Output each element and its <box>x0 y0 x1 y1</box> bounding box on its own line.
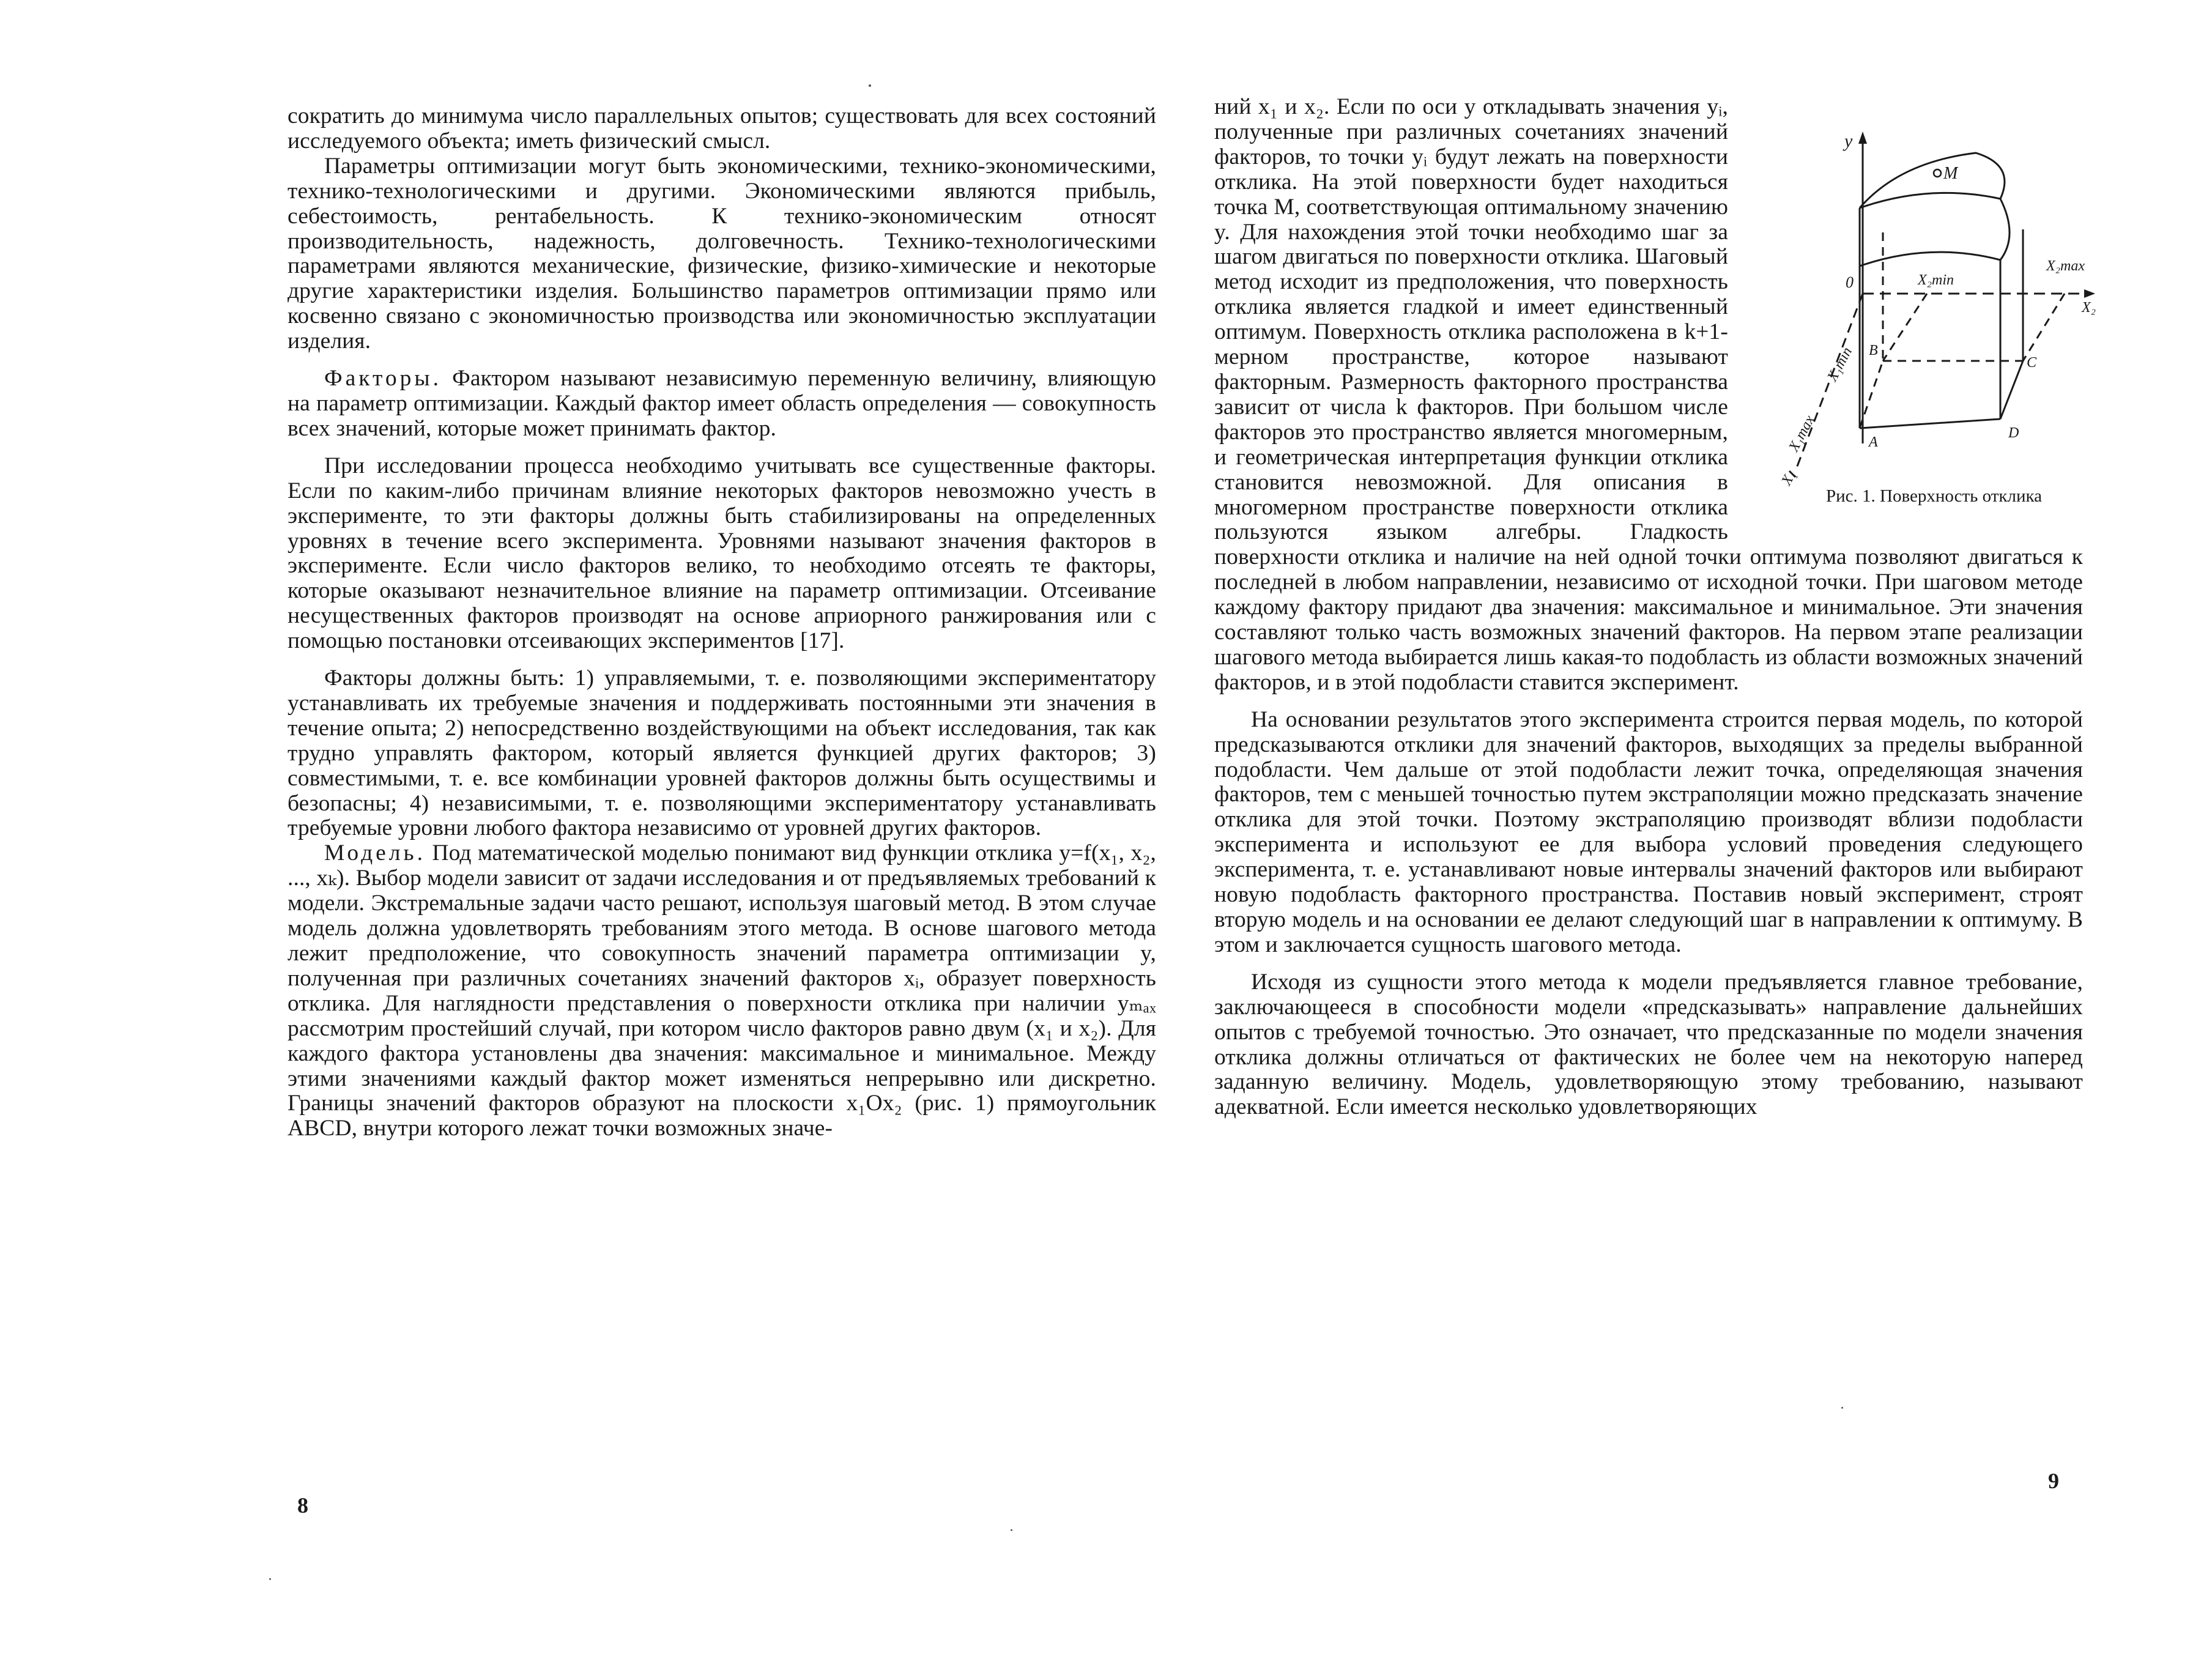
label-x1: X₁ <box>1778 468 1800 488</box>
scan-speck <box>269 1578 271 1580</box>
x2max-guide <box>2023 294 2065 361</box>
label-m: M <box>1943 164 1958 183</box>
paragraph: На основании результатов этого эксперимента строится первая модель, по которой предсказываются отклики для значений факторов, выходящих за пределы выбранной подобласти. Чем дальше от этой подобласти лежит точка, определяющая значения факторов, тем с меньшей точностью путем экстраполяции можно предсказать значение отклика для этой точки. Поэтому экстраполяцию производят вблизи подобласти эксперимента и используют ее для выбора условий проведения следующего эксперимента, т. е. устанавливают новые интервалы значений факторов или выбирают новую подобласть факторного пространства. Поставив новый эксперимент, строят вторую модель и на основании ее делают следующий шаг в направлении к оптимуму. В этом и заключается сущность шагового метода. <box>1214 706 2083 957</box>
label-x1min: X₁min <box>1824 344 1856 384</box>
scan-speck <box>1841 1407 1843 1409</box>
surface-front-bottom-curve <box>1860 252 2000 266</box>
point-m <box>1934 169 1941 177</box>
label-x2: X₂ <box>2082 300 2096 316</box>
paragraph: Факторы должны быть: 1) управляемыми, т. е. позволяющими экспериментатору устанавливать их требуемые значения и поддерживать постоянными эти значения в течение опыта; 2) непосредственно воздействующими на объект исследования, так как трудно управлять фактором, который является функцией других факторов; 3) совместимыми, т. е. все комбинации уровней факторов должны быть осуществимы и безопасны; 4) независимыми, т. е. позволяющими экспериментатору устанавливать требуемые уровни любого фактора независимо от уровней других факторов. <box>288 666 1156 841</box>
factors-heading: Факторы. <box>324 366 442 391</box>
label-o: 0 <box>1846 273 1854 291</box>
response-surface-diagram <box>1777 110 2107 488</box>
paragraph: Исходя из сущности этого метода к модели предъявляется главное требование, заключающееся в способности модели «предсказывать» направление дальнейших опытов с требуемой точностью. Это означает, что предсказанные по модели значения отклика должны отличаться от фактических не более чем на некоторую наперед заданную величину. Модель, удовлетворяющую этому требованию, называют адекватной. Если имеется несколько удовлетворяющих <box>1214 969 2083 1120</box>
label-y: y <box>1844 131 1853 151</box>
scan-speck <box>1011 1529 1012 1531</box>
label-a: A <box>1869 434 1878 450</box>
factors-text: Фактором называют независимую переменную величину, влияющую на параметр оптимизации. Каждый фактор имеет область определения — совокупность всех значений, которые может принимать фактор. <box>288 366 1156 441</box>
model-text: Под математической моделью понимают вид функции отклика y=f(x₁, x₂, ..., xₖ). Выбор модели зависит от задачи исследования и от предъявляемых требований к модели. Экстремальные задачи часто решают, используя шаговый метод. В этом случае модель должна удовлетворять требованиям этого метода. В основе шагового метода лежит предположение, что совокупность значений параметра оптимизации y, полученная при различных сочетаниях значений факторов xᵢ, образует поверхность отклика. Для наглядности представления о поверхности отклика при наличии yₘₐₓ рассмотрим простейший случай, при котором число факторов равно двум (x₁ и x₂). Для каждого фактора установлены два значения: максимальное и минимальное. Между этими значениями каждый фактор может изменяться непрерывно или дискретно. Границы значений факторов образуют на плоскости x₁Ox₂ (рис. 1) прямоугольник ABCD, внутри которого лежат точки возможных значе- <box>288 840 1156 1141</box>
label-c: C <box>2027 355 2037 371</box>
y-axis-arrow <box>1858 132 1867 144</box>
label-x2max: X₂max <box>2046 258 2085 274</box>
x2-axis-arrow <box>2084 289 2095 298</box>
label-x1max: X₁max <box>1786 412 1818 454</box>
surface-front-top-curve <box>1860 193 2000 208</box>
paragraph: сократить до минимума число параллельных опытов; существовать для всех состояний исследуемого объекта; иметь физический смысл. <box>288 103 1156 154</box>
page-number-right: 9 <box>2048 1469 2059 1493</box>
figure-wrap <box>1740 95 2096 523</box>
right-page <box>1214 94 2096 1120</box>
left-page <box>288 104 1156 1141</box>
base-edge-ad <box>1860 419 2000 428</box>
factors-paragraph <box>288 366 1156 442</box>
x2min-guide <box>1883 294 1927 361</box>
response-surface-figure <box>1777 110 2107 506</box>
base-edge-dc <box>2000 361 2023 419</box>
wrap-paragraph: ний x₁ и x₂. Если по оси y откладывать значения yᵢ, полученные при различных сочетаниях значений факторов, то точки yᵢ будут лежать на поверхности отклика. На этой поверхности будет находиться точка M, соответствующая оптимальному значению y. Для нахождения этой точки необходимо шаг за шагом двигаться по поверхности отклика. Шаговый метод исходит из предположения, что поверхность отклика является гладкой и имеет единственный оптимум. Поверхность отклика расположена в k+1-мерном пространстве, которое называют факторным. Размерность факторного пространства зависит от числа k факторов. При большом числе факторов это пространство является многомерным, и геометрическая интерпретация функции отклика становится невозможной. Для описания в многомерном пространстве поверхности отклика пользуются языком алгебры. Гладкость поверхности отклика и наличие на ней одной точки оптимума позволяют двигаться к последней в любом направлении, независимо от исходной точки. При шаговом методе каждому фактору придают два значения: максимальное и минимальное. Эти значения составляют только часть возможных значений факторов. На первом этапе реализации шагового метода выбирается лишь какая-то подобласть из области возможных значений факторов, и в этой подобласти ставится эксперимент. <box>1214 94 2083 695</box>
surface-top-outline <box>1860 153 2005 208</box>
figure-caption: Рис. 1. Поверхность отклика <box>1826 486 2043 506</box>
scan-speck <box>869 84 871 87</box>
label-x2min: X₂min <box>1918 272 1954 288</box>
surface-right-curve <box>2000 199 2010 260</box>
model-heading: Модель. <box>324 840 426 866</box>
paragraph: Параметры оптимизации могут быть экономическими, технико-экономическими, технико-технологическими и другими. Экономическими являются прибыль, себестоимость, рентабельность. К технико-экономическим относят производительность, надежность, долговечность. Технико-технологическими параметрами являются механические, физические, физико-химические и некоторые другие характеристики изделия. Большинство параметров оптимизации прямо или косвенно связано с экономичностью производства или экономичностью эксплуатации изделия. <box>288 153 1156 354</box>
model-paragraph <box>288 841 1156 1141</box>
paragraph: При исследовании процесса необходимо учитывать все существенные факторы. Если по каким-либо причинам влияние некоторых факторов невозможно учесть в эксперименте, то эти факторы должны быть стабилизированы на определенных уровнях в течение всего эксперимента. Уровнями называют значения факторов в эксперименте. Если число факторов велико, то необходимо отсеять те факторы, которые оказывают незначительное влияние на параметр оптимизации. Отсеивание несущественных факторов производят на основе априорного ранжирования или с помощью постановки отсеивающих экспериментов [17]. <box>288 453 1156 654</box>
x1-axis <box>1795 294 1863 471</box>
label-b: B <box>1869 343 1878 358</box>
page-number-left: 8 <box>297 1493 308 1518</box>
label-d: D <box>2008 425 2019 441</box>
